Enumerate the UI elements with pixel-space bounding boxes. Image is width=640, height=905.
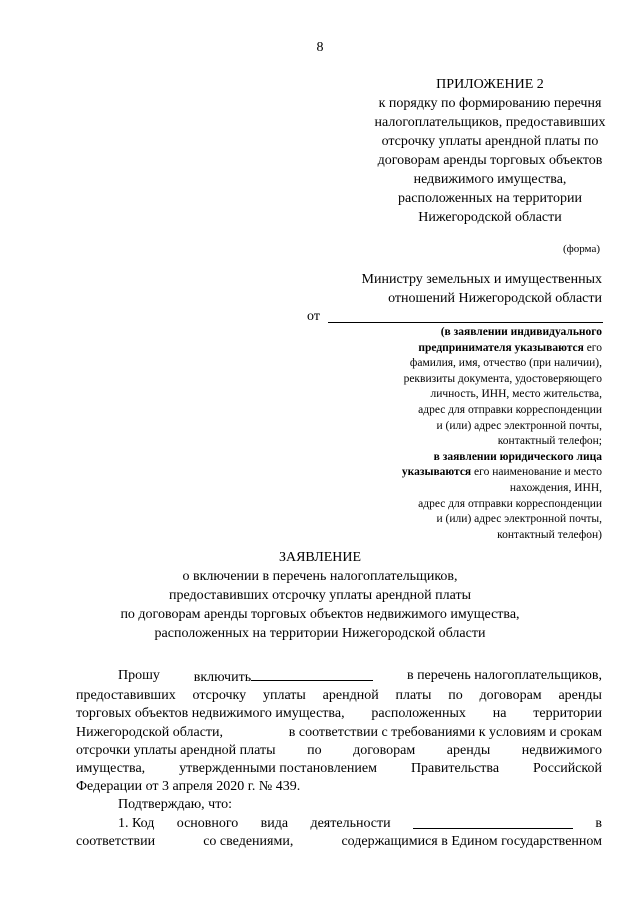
note-line: и (или) адрес электронной почты, — [436, 419, 602, 432]
from-label: от — [307, 309, 320, 324]
body-word: Российской — [533, 761, 602, 777]
body-line: Подтверждаю, что: — [118, 797, 233, 813]
body-word: содержащимися в Едином государственном — [341, 833, 602, 849]
body-word: в — [595, 815, 602, 831]
body-line — [76, 760, 602, 778]
body-word: Правительства — [410, 761, 500, 777]
application-body — [76, 667, 602, 851]
note-line: фамилия, имя, отчество (при наличии), — [409, 357, 602, 370]
appendix-line: налогоплательщиков, предоставивших — [374, 115, 606, 130]
body-word: на — [492, 706, 507, 722]
body-word: деятельности — [310, 815, 391, 831]
note-line: и (или) адрес электронной почты, — [436, 513, 602, 526]
body-word: арендной — [322, 688, 379, 704]
appendix-line: Нижегородской области — [418, 210, 562, 225]
body-word: недвижимого — [521, 742, 602, 758]
applicant-instructions — [402, 325, 602, 543]
body-line — [76, 815, 602, 833]
note-line: адрес для отправки корреспонденции — [418, 403, 602, 416]
addressee-line: отношений Нижегородской области — [388, 291, 602, 306]
note-line: контактный телефон) — [497, 528, 602, 541]
addressee-block — [362, 270, 602, 308]
body-word: предоставивших — [76, 688, 176, 704]
page-number: 8 — [316, 40, 324, 55]
title-heading: ЗАЯВЛЕНИЕ — [278, 550, 362, 565]
body-word: со сведениями, — [203, 833, 294, 849]
body-word: по — [448, 688, 463, 704]
note-line: его наименование и место — [471, 466, 602, 479]
appendix-title: ПРИЛОЖЕНИЕ 2 — [436, 77, 544, 92]
title-line: по договорам аренды торговых объектов недвижимого имущества, — [120, 607, 520, 622]
body-line — [76, 687, 602, 705]
appendix-line: недвижимого имущества, — [413, 172, 567, 187]
note-line: контактный телефон; — [497, 435, 602, 448]
body-word: основного — [176, 815, 239, 831]
appendix-line: расположенных на территории — [398, 191, 582, 206]
appendix-header — [320, 75, 640, 227]
note-line: в заявлении юридического лица — [433, 450, 602, 463]
body-word: аренды — [446, 742, 491, 758]
note-line: предпринимателя указываются — [418, 341, 584, 354]
body-word: включить — [193, 670, 252, 685]
body-word: Нижегородской области, — [76, 724, 224, 740]
body-word: в соответствии с требованиями к условиям и срокам — [288, 724, 602, 740]
note-line: указываются — [401, 466, 472, 479]
form-label: (форма) — [562, 243, 600, 255]
body-word: отсрочку — [192, 688, 247, 704]
activity-code-field[interactable] — [413, 815, 573, 829]
body-word: 1. Код — [118, 815, 155, 831]
title-line: о включении в перечень налогоплательщиков, — [182, 569, 458, 584]
body-word: торговых объектов недвижимого имущества, — [76, 706, 345, 722]
body-word: аренды — [558, 688, 602, 704]
body-word: платы — [395, 688, 432, 704]
body-word: в перечень налогоплательщиков, — [406, 668, 602, 683]
note-line: нахождения, ИНН, — [509, 481, 602, 494]
body-word: территории — [533, 706, 602, 722]
body-word: отсрочки уплаты арендной платы — [76, 742, 276, 758]
body-word: уплаты — [262, 688, 306, 704]
body-word: вида — [260, 815, 289, 831]
body-word: расположенных — [371, 706, 466, 722]
body-word: имущества, — [76, 761, 146, 777]
note-line: (в заявлении индивидуального — [440, 326, 602, 338]
body-word: соответствии — [76, 833, 156, 849]
body-line — [76, 724, 602, 742]
body-word: договорам — [353, 742, 416, 758]
note-line: реквизиты документа, удостоверяющего — [403, 372, 602, 385]
note-line: личность, ИНН, место жительства, — [430, 388, 602, 401]
body-line — [76, 667, 602, 687]
note-line: его — [583, 341, 602, 354]
body-line — [76, 833, 602, 851]
document-title — [0, 548, 640, 643]
applicant-name-field[interactable] — [328, 322, 603, 323]
appendix-line: договорам аренды торговых объектов — [377, 153, 603, 168]
body-word: утвержденными постановлением — [179, 761, 377, 777]
body-word: Прошу — [118, 668, 160, 683]
taxpayer-name-field[interactable] — [251, 667, 373, 681]
body-line — [76, 742, 602, 760]
title-line: предоставивших отсрочку уплаты арендной платы — [168, 588, 472, 603]
appendix-line: отсрочку уплаты арендной платы по — [381, 134, 599, 149]
addressee-line: Министру земельных и имущественных — [361, 272, 602, 287]
body-line — [76, 705, 602, 723]
body-line: Федерации от 3 апреля 2020 г. № 439. — [76, 779, 301, 795]
title-line: расположенных на территории Нижегородской области — [154, 626, 486, 641]
body-word: по — [307, 742, 322, 758]
appendix-line: к порядку по формированию перечня — [378, 96, 602, 111]
body-word: договорам — [479, 688, 542, 704]
note-line: адрес для отправки корреспонденции — [418, 497, 602, 510]
